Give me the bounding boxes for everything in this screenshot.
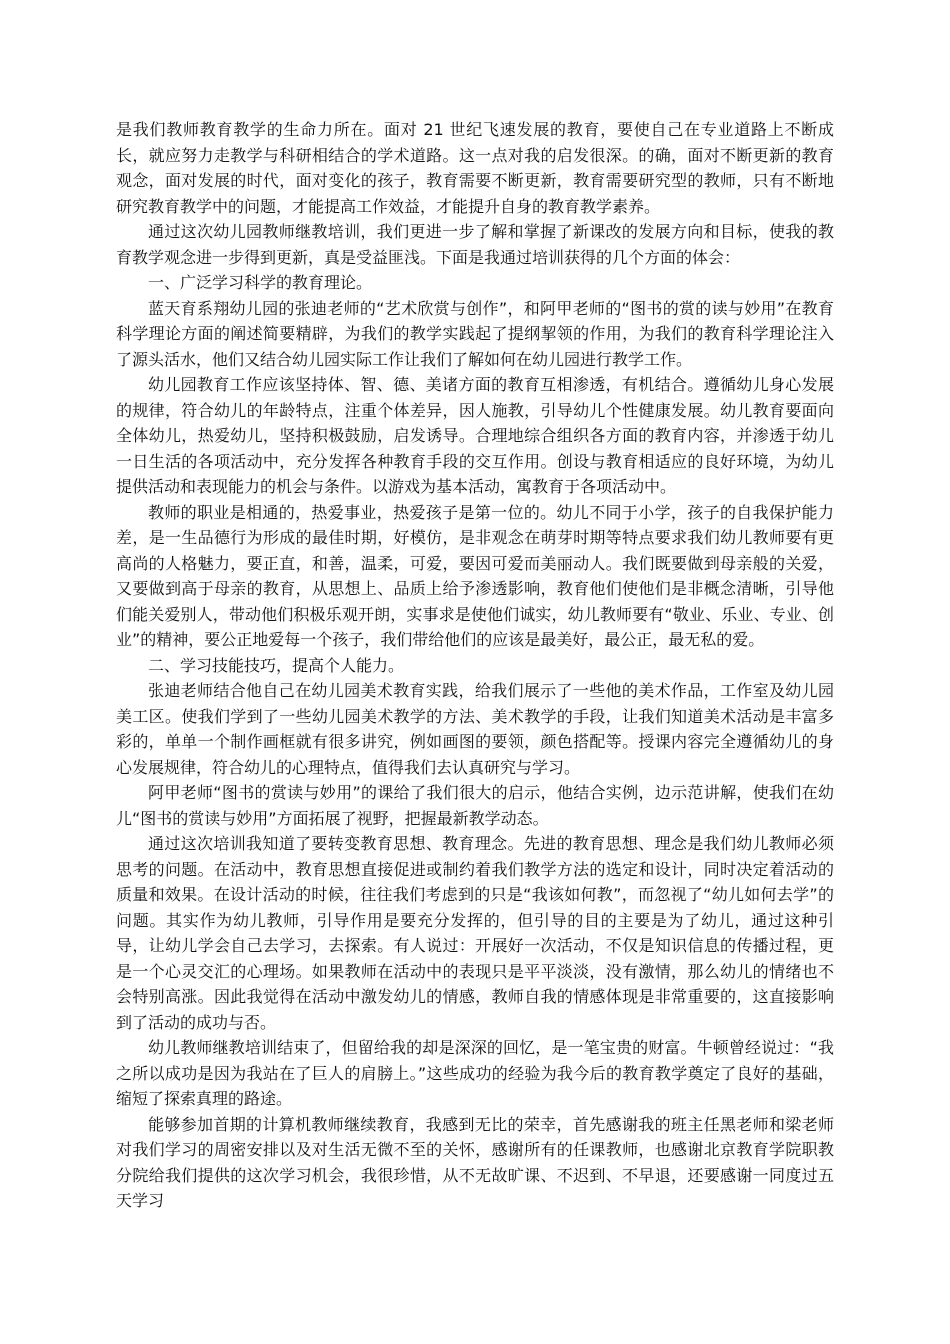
document-body bbox=[116, 117, 834, 1214]
paragraph: 张迪老师结合他自己在幼儿园美术教育实践，给我们展示了一些他的美术作品，工作室及幼儿园美工区。使我们学到了一些幼儿园美术教学的方法、美术教学的手段，让我们知道美术活动是丰富多彩的，单单一个制作画框就有很多讲究，例如画图的要领，颜色搭配等。授课内容完全遵循幼儿的身心发展规律，符合幼儿的心理特点，值得我们去认真研究与学习。 bbox=[116, 681, 834, 777]
paragraph: 能够参加首期的计算机教师继续教育，我感到无比的荣幸，首先感谢我的班主任黑老师和梁老师对我们学习的周密安排以及对生活无微不至的关怀，感谢所有的任课教师，也感谢北京教育学院职教分院给我们提供的这次学习机会，我很珍惜，从不无故旷课、不迟到、不早退，还要感谢一同度过五天学习 bbox=[116, 1114, 834, 1210]
paragraph: 蓝天育系翔幼儿园的张迪老师的“艺术欣赏与创作”，和阿甲老师的“图书的赏的读与妙用”在教育科学理论方面的阐述简要精辟，为我们的教学实践起了提纲挈领的作用，为我们的教育科学理论注入了源头活水，他们又结合幼儿园实际工作让我们了解如何在幼儿园进行教学工作。 bbox=[116, 298, 834, 369]
paragraph: 通过这次幼儿园教师继教培训，我们更进一步了解和掌握了新课改的发展方向和目标，使我的教育教学观念进一步得到更新，真是受益匪浅。下面是我通过培训获得的几个方面的体会： bbox=[116, 222, 834, 267]
paragraph: 教师的职业是相通的，热爱事业，热爱孩子是第一位的。幼儿不同于小学，孩子的自我保护能力差，是一生品德行为形成的最佳时期，好模仿，是非观念在萌芽时期等特点要求我们幼儿教师要有更高尚的人格魅力，要正直，和善，温柔，可爱，要因可爱而美丽动人。我们既要做到母亲般的关爱，又要做到高于母亲的教育，从思想上、品质上给予渗透影响，教育他们使他们是非概念清晰，引导他们能关爱别人，带动他们积极乐观开朗，实事求是使他们诚实，幼儿教师要有“敬业、乐业、专业、创业”的精神，要公正地爱每一个孩子，我们带给他们的应该是最美好，最公正，最无私的爱。 bbox=[116, 502, 834, 649]
section-heading: 一、广泛学习科学的教育理论。 bbox=[148, 273, 373, 292]
paragraph: 幼儿园教育工作应该坚持体、智、德、美诸方面的教育互相渗透，有机结合。遵循幼儿身心发展的规律，符合幼儿的年龄特点，注重个体差异，因人施教，引导幼儿个性健康发展。幼儿教育要面向全体幼儿，热爱幼儿，坚持积极鼓励，启发诱导。合理地综合组织各方面的教育内容，并渗透于幼儿一日生活的各项活动中，充分发挥各种教育手段的交互作用。创设与教育相适应的良好环境，为幼儿提供活动和表现能力的机会与条件。以游戏为基本活动，寓教育于各项活动中。 bbox=[116, 375, 834, 496]
paragraph: 是我们教师教育教学的生命力所在。面对 21 世纪飞速发展的教育，要使自己在专业道路上不断成长，就应努力走教学与科研相结合的学术道路。这一点对我的启发很深。的确，面对不断更新的教育观念，面对发展的时代，面对变化的孩子，教育需要不断更新，教育需要研究型的教师，只有不断地研究教育教学中的问题，才能提高工作效益，才能提升自身的教育教学素养。 bbox=[116, 120, 834, 216]
paragraph: 阿甲老师“图书的赏读与妙用”的课给了我们很大的启示，他结合实例，边示范讲解，使我们在幼儿“图书的赏读与妙用”方面拓展了视野，把握最新教学动态。 bbox=[116, 783, 834, 828]
paragraph: 通过这次培训我知道了要转变教育思想、教育理念。先进的教育思想、理念是我们幼儿教师必须思考的问题。在活动中，教育思想直接促进或制约着我们教学方法的选定和设计，同时决定着活动的质量和效果。在设计活动的时候，往往我们考虑到的只是“我该如何教”，而忽视了“幼儿如何去学”的问题。其实作为幼儿教师，引导作用是要充分发挥的，但引导的目的主要是为了幼儿，通过这种引导，让幼儿学会自己去学习，去探索。有人说过：开展好一次活动，不仅是知识信息的传播过程，更是一个心灵交汇的心理场。如果教师在活动中的表现只是平平淡淡，没有激情，那么幼儿的情绪也不会特别高涨。因此我觉得在活动中激发幼儿的情感，教师自我的情感体现是非常重要的，这直接影响到了活动的成功与否。 bbox=[116, 834, 834, 1032]
paragraph: 幼儿教师继教培训结束了，但留给我的却是深深的回忆，是一笔宝贵的财富。牛顿曾经说过：“我之所以成功是因为我站在了巨人的肩膀上。”这些成功的经验为我今后的教育教学奠定了良好的基础，缩短了探索真理的路途。 bbox=[116, 1038, 834, 1108]
section-heading: 二、学习技能技巧，提高个人能力。 bbox=[148, 655, 405, 675]
